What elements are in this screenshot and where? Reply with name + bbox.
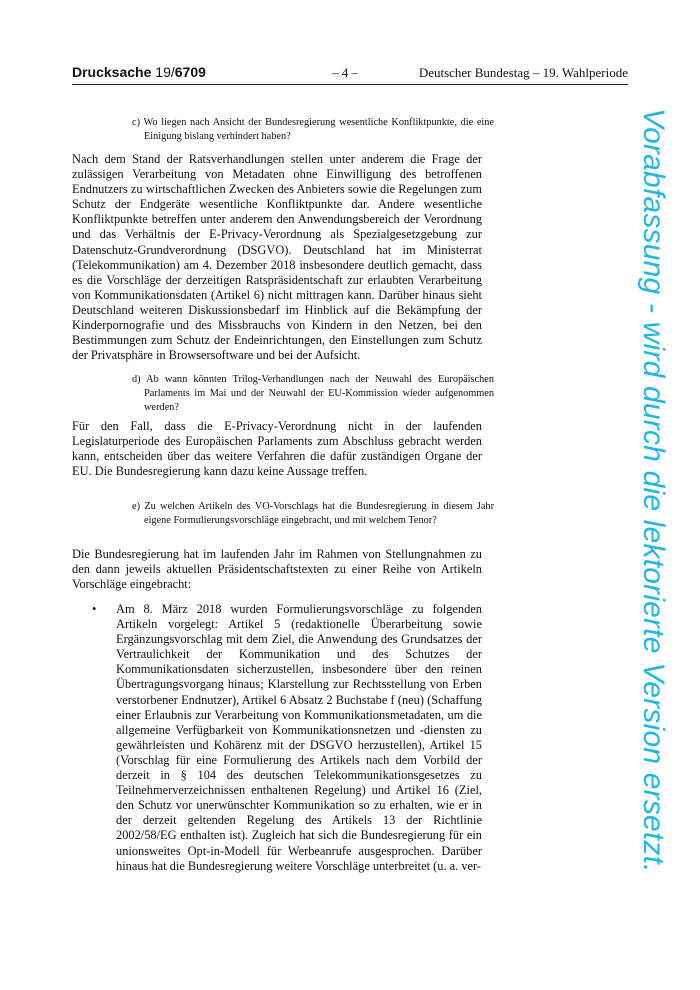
watermark-text: Vorabfassung - wird durch die lektorierte Version ersetzt. — [637, 108, 670, 873]
question-d: d) Ab wann könnten Trilog-Verhandlungen nach der Neuwahl des Europäischen Parlaments im Mai und der Neuwahl der EU-Kommission wieder aufgenommen werden? — [132, 374, 494, 414]
draft-watermark — [605, 108, 695, 908]
answer-e-text: Die Bundesregierung hat im laufenden Jahr im Rahmen von Stellungnahmen zu den dann jeweils aktuellen Präsidentschaftstexten zu einer Reihe von Artikeln Vorschläge eingebracht: — [72, 547, 482, 592]
answer-c — [72, 152, 482, 363]
institution-name: Deutscher Bundestag – 19. Wahlperiode — [418, 65, 628, 80]
question-e: e) Zu welchen Artikeln des VO-Vorschlags hat die Bundesregierung in diesem Jahr eigene Formulierungsvorschläge eingebracht, und mit welchem Tenor? — [132, 501, 494, 527]
bullet-text: Am 8. März 2018 wurden Formulierungsvorschläge zu folgenden Artikeln vorgelegt: Artikel 5 (redaktionelle Überarbeitung sowie Ergänzungsvorschlag mit dem Ziel, die Anwendung des Grundsatzes der Vertraulichkeit der Kommunikation und des Schutzes der Kommunikationsdaten sicherzustellen, insbesondere über den reinen Übertragungsvorgang hinaus; Klarstellung zur Rechtsstellung von Erben verstorbener Endnutzer), Artikel 6 Absatz 2 Buchstabe f (neu) (Schaffung einer Erlaubnis zur Verarbeitung von Kommunikationsmetadaten, um die allgemeine Verfügbarkeit von Kommunikationsnetzen und -diensten zu gewährleisten und Kohärenz mit der DSGVO herzustellen), Artikel 15 (Vorschlag für eine Formulierung des Artikels nach dem Vorbild der derzeit in § 104 des deutschen Telekommunikationsgesetzes zu Teilnehmerverzeichnissen enthaltenen Regelung) und Artikel 16 (Ziel, den Schutz vor unerwünschter Kommunikation so zu erhalten, wie er in der derzeit geltenden Regelung des Artikels 13 der Richtlinie 2002/58/EG enthalten ist). Zugleich hat sich die Bundesregierung für ein unionsweites Opt-in-Modell für Werbeanrufe ausgesprochen. Darüber hinaus hat die Bundesregierung weitere Vorschläge unterbreitet (u. a. ver- — [116, 602, 482, 873]
bullet-icon: • — [92, 602, 97, 616]
document-number — [72, 64, 206, 80]
question-c: c) Wo liegen nach Ansicht der Bundesregierung wesentliche Konfliktpunkte, die eine Einigung bislang verhindert haben? — [132, 117, 494, 143]
document-label: Drucksache — [72, 64, 152, 80]
answer-d-text: Für den Fall, dass die E-Privacy-Verordnung nicht in der laufenden Legislaturperiode des Europäischen Parlaments zum Abschluss gebracht werden kann, entscheiden über das weitere Verfahren die dafür zuständigen Organe der EU. Die Bundesregierung kann dazu keine Aussage treffen. — [72, 419, 482, 479]
page-number: – 4 – — [332, 65, 358, 80]
answer-e — [72, 547, 482, 592]
document-number-bold: 6709 — [174, 64, 206, 80]
answer-c-text: Nach dem Stand der Ratsverhandlungen stellen unter anderem die Frage der zulässigen Verarbeitung von Metadaten ohne Einwilligung des betroffenen Endnutzers zu wirtschaftlichen Zwecken des Anbieters sowie die Regelungen zum Schutz der Endgeräte wesentliche Konfliktpunkte dar. Andere wesentliche Konfliktpunkte betreffen unter anderem den Anwendungsbereich der Verordnung und das Verhältnis der E-Privacy-Verordnung als Spezialgesetzgebung zur Datenschutz-Grundverordnung (DSGVO). Deutschland hat im Ministerrat (Telekommunikation) am 4. Dezember 2018 insbesondere deutlich gemacht, dass es die Vorschläge der derzeitigen Ratspräsidentschaft zur erlaubten Verarbeitung von Kommunikationsdaten (Artikel 6) nicht mittragen kann. Darüber hinaus sieht Deutschland weiteren Diskussionsbedarf im Hinblick auf die Bekämpfung der Kinderpornografie und des Missbrauchs von Kindern in den Netzen, bei den Bestimmungen zum Schutz der Endeinrichtungen, den Einstellungen zum Schutz der Privatsphäre in Browsersoftware und bei der Aufsicht. — [72, 152, 482, 363]
answer-d — [72, 419, 482, 479]
document-number-prefix: 19/ — [155, 64, 175, 80]
page-header — [72, 62, 628, 85]
bullet-list-item — [92, 602, 482, 874]
